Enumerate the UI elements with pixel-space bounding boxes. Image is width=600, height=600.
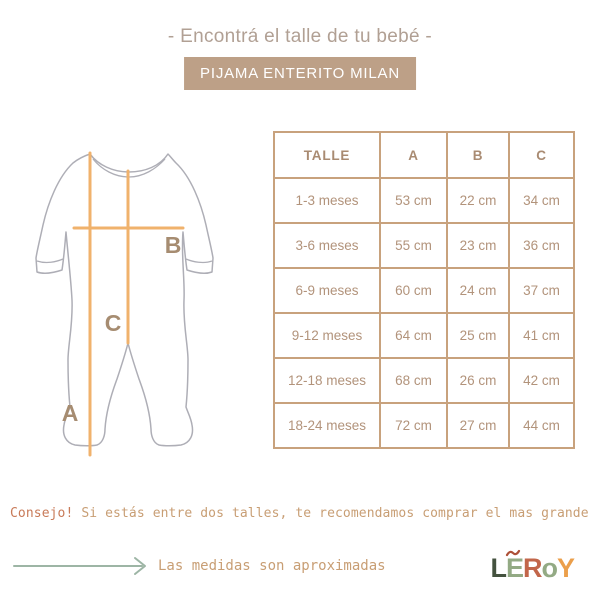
logo-squiggle-icon [505,549,521,558]
table-cell: 44 cm [509,403,574,448]
table-cell: 27 cm [447,403,509,448]
note-row [12,554,386,578]
table-cell: 12-18 meses [274,358,380,403]
table-cell: 36 cm [509,223,574,268]
table-cell: 3-6 meses [274,223,380,268]
header-cell-b: B [447,132,509,178]
advice-highlight: Consejo! [10,506,74,521]
page-title: - Encontrá el talle de tu bebé - [167,26,433,47]
leroy-logo [490,552,574,584]
table-row [274,223,574,268]
table-row [274,403,574,448]
table-cell: 37 cm [509,268,574,313]
label-c: C [104,310,122,336]
table-cell: 1-3 meses [274,178,380,223]
table-cell: 72 cm [380,403,447,448]
label-b: B [164,232,182,258]
table-cell: 26 cm [447,358,509,403]
table-cell: 53 cm [380,178,447,223]
advice-text [10,506,600,521]
arrow-right-icon [12,554,154,578]
table-row [274,358,574,403]
table-row [274,313,574,358]
logo-letter: E [505,553,523,583]
table-cell: 34 cm [509,178,574,223]
table-cell: 42 cm [509,358,574,403]
table-cell: 23 cm [447,223,509,268]
header-cell-a: A [380,132,447,178]
onesie-diagram [10,125,270,465]
table-cell: 24 cm [447,268,509,313]
table-cell: 6-9 meses [274,268,380,313]
table-row [274,268,574,313]
header-cell-talle: TALLE [274,132,380,178]
advice-rest: Si estás entre dos talles, te recomendamos comprar el mas grande [73,506,589,521]
table-cell: 25 cm [447,313,509,358]
product-badge: PIJAMA ENTERITO MILAN [184,57,416,90]
table-cell: 22 cm [447,178,509,223]
table-cell: 18-24 meses [274,403,380,448]
logo-letter: o [541,553,557,583]
label-a: A [61,400,79,426]
table-cell: 60 cm [380,268,447,313]
logo-letter: R [522,553,542,583]
table-cell: 41 cm [509,313,574,358]
table-row [274,178,574,223]
table-cell: 9-12 meses [274,313,380,358]
table-cell: 55 cm [380,223,447,268]
note-text: Las medidas son aproximadas [158,558,386,574]
size-table [273,131,575,449]
header-cell-c: C [509,132,574,178]
logo-letter: Y [556,553,574,583]
logo-letter: L [490,553,506,583]
table-cell: 68 cm [380,358,447,403]
table-header-row [274,132,574,178]
table-cell: 64 cm [380,313,447,358]
